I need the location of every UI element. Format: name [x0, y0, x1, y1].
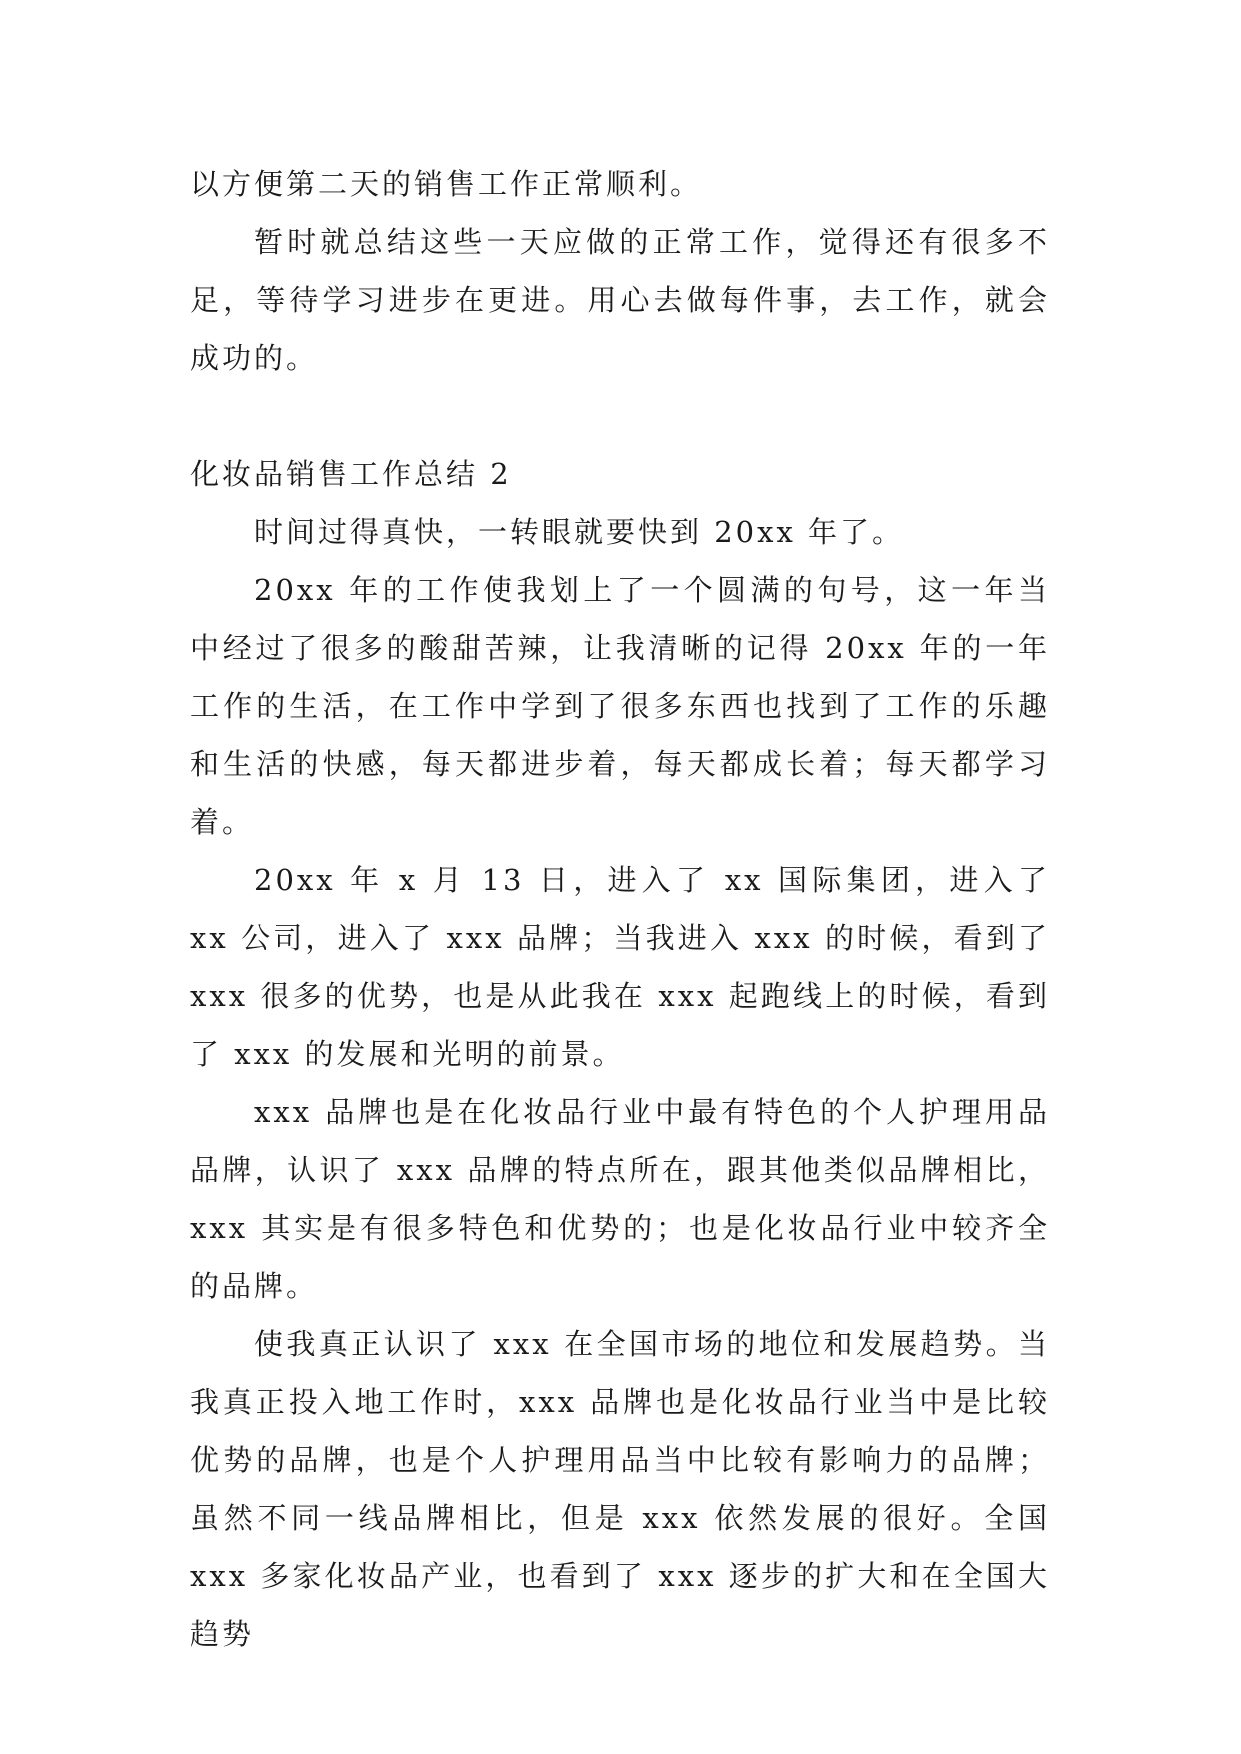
paragraph-7: 使我真正认识了 xxx 在全国市场的地位和发展趋势。当我真正投入地工作时，xxx 品牌也是化妆品行业当中是比较优势的品牌，也是个人护理用品当中比较有影响力的品牌；虽然不同一线品牌相比，但是 xxx 依然发展的很好。全国 xxx 多家化妆品产业，也看到了 xxx 逐步的扩大和在全国大趋势 — [190, 1327, 1050, 1651]
paragraph-6: xxx 品牌也是在化妆品行业中最有特色的个人护理用品品牌，认识了 xxx 品牌的特点所在，跟其他类似品牌相比，xxx 其实是有很多特色和优势的；也是化妆品行业中较齐全的品牌。 — [190, 1095, 1050, 1303]
paragraph-2: 暂时就总结这些一天应做的正常工作，觉得还有很多不足，等待学习进步在更进。用心去做每件事，去工作，就会成功的。 — [190, 225, 1050, 375]
paragraph-1: 以方便第二天的销售工作正常顺利。 — [190, 167, 703, 201]
section-title: 化妆品销售工作总结 2 — [190, 457, 512, 491]
paragraph-5: 20xx 年 x 月 13 日，进入了 xx 国际集团，进入了 xx 公司，进入了 xxx 品牌；当我进入 xxx 的时候，看到了 xxx 很多的优势，也是从此我在 xxx 起跑线上的时候，看到了 xxx 的发展和光明的前景。 — [190, 863, 1050, 1071]
paragraph-4: 20xx 年的工作使我划上了一个圆满的句号，这一年当中经过了很多的酸甜苦辣，让我清晰的记得 20xx 年的一年工作的生活，在工作中学到了很多东西也找到了工作的乐趣和生活的快感，每天都进步着，每天都成长着；每天都学习着。 — [190, 573, 1050, 839]
document-body — [190, 155, 1050, 1663]
paragraph-3: 时间过得真快，一转眼就要快到 20xx 年了。 — [254, 515, 905, 549]
